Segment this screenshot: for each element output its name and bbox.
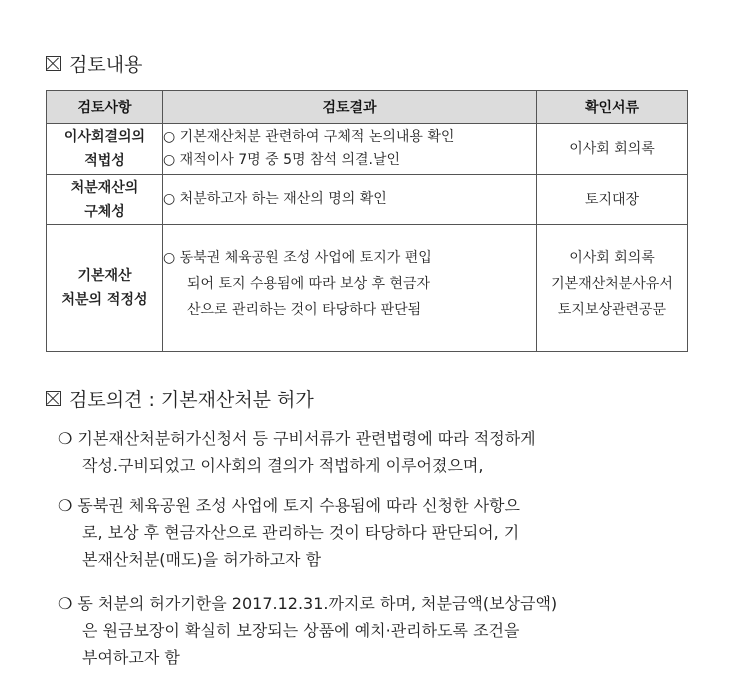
opinion-line: ❍ 동 처분의 허가기한을 2017.12.31.까지로 하며, 처분금액(보상금액) [58, 594, 558, 613]
column-header: 검토사항 [47, 91, 163, 124]
review-table [46, 90, 688, 352]
review-item-line: 기본재산 [77, 268, 132, 284]
document-line: 이사회 회의록 [569, 250, 655, 266]
review-item-line: 처분재산의 [70, 179, 139, 196]
review-result-cell [163, 225, 537, 352]
document-line: 기본재산처분사유서 [551, 276, 673, 292]
review-result-line: ○ 처분하고자 하는 재산의 명의 확인 [163, 191, 387, 207]
section-heading-review-content [46, 50, 142, 77]
review-item-cell [47, 124, 163, 175]
opinion-paragraph [58, 590, 557, 671]
opinion-paragraph [58, 425, 536, 479]
checkbox-crossed-icon [46, 56, 61, 71]
opinion-line: 은 원금보장이 확실히 보장되는 상품에 예치·관리하도록 조건을 [82, 621, 520, 640]
opinion-line: 작성.구비되었고 이사회의 결의가 적법하게 이루어졌으며, [82, 456, 484, 475]
review-result-cell [163, 175, 537, 225]
opinion-line: 로, 보상 후 현금자산으로 관리하는 것이 타당하다 판단되어, 기 [82, 523, 520, 542]
section-title: 검토의견 : 기본재산처분 허가 [69, 389, 314, 411]
document-cell [537, 175, 688, 225]
document-cell [537, 124, 688, 175]
column-header: 확인서류 [537, 91, 688, 124]
review-result-line: 되어 토지 수용됨에 따라 보상 후 현금자 [187, 276, 431, 292]
opinion-line: ❍ 기본재산처분허가신청서 등 구비서류가 관련법령에 따라 적정하게 [58, 429, 536, 448]
column-header: 검토결과 [163, 91, 537, 124]
document-line: 토지대장 [584, 191, 640, 208]
table-row [47, 175, 688, 225]
review-item-cell [47, 175, 163, 225]
opinion-line: ❍ 동북권 체육공원 조성 사업에 토지 수용됨에 따라 신청한 사항으 [58, 496, 520, 515]
section-heading-review-opinion [46, 385, 314, 412]
opinion-line: 본재산처분(매도)을 허가하고자 함 [82, 550, 322, 569]
review-item-line: 처분의 적정성 [61, 292, 148, 308]
review-result-line: ○ 기본재산처분 관련하여 구체적 논의내용 확인 [163, 129, 455, 145]
review-result-line: ○ 동북권 체육공원 조성 사업에 토지가 편입 [163, 250, 432, 266]
review-item-line: 적법성 [84, 153, 125, 169]
review-result-line: ○ 재적이사 7명 중 5명 참석 의결.날인 [163, 152, 400, 168]
document-line: 토지보상관련공문 [557, 302, 667, 318]
table-row [47, 225, 688, 352]
section-title: 검토내용 [69, 54, 143, 76]
document-line: 이사회 회의록 [569, 141, 655, 157]
document-cell [537, 225, 688, 352]
checkbox-crossed-icon [46, 391, 61, 406]
review-item-line: 구체성 [84, 203, 125, 220]
table-header-row [47, 91, 688, 124]
opinion-paragraph [58, 492, 520, 573]
review-result-line: 산으로 관리하는 것이 타당하다 판단됨 [187, 302, 422, 318]
review-item-line: 이사회결의의 [63, 129, 146, 145]
review-result-cell [163, 124, 537, 175]
review-item-cell [47, 225, 163, 352]
opinion-line: 부여하고자 함 [82, 648, 180, 667]
table-row [47, 124, 688, 175]
